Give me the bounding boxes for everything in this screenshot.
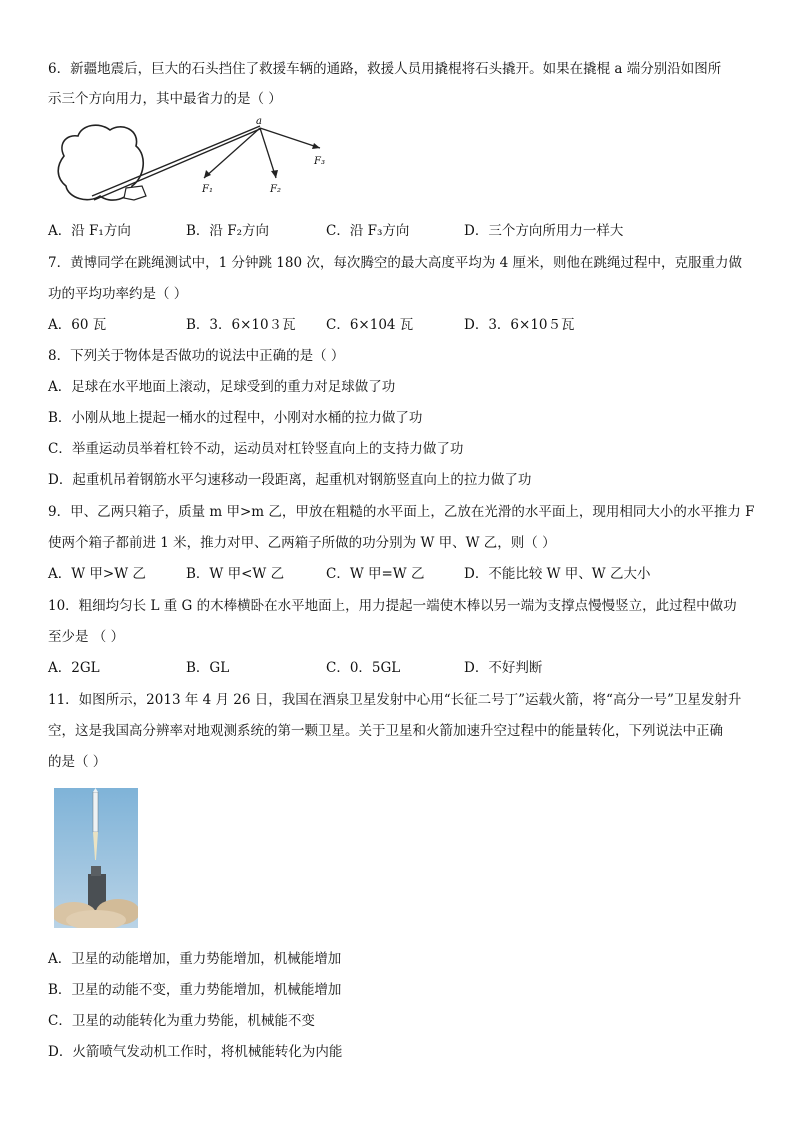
force-f2-line [260, 128, 276, 178]
q7-option-b[interactable]: B．3．6×10３瓦 [186, 317, 296, 333]
point-a-label: a [256, 116, 262, 127]
force-f1-line [204, 128, 260, 178]
q11-option-d[interactable]: D．火箭喷气发动机工作时，将机械能转化为内能 [48, 1044, 343, 1060]
q6-stem-line1: 6．新疆地震后，巨大的石头挡住了救援车辆的通路，救援人员用撬棍将石头撬开。如果在撬棍 a 端分别沿如图所 [48, 61, 722, 77]
f3-label: F₃ [314, 156, 325, 167]
q10-stem-line1: 10．粗细均匀长 L 重 G 的木棒横卧在水平地面上，用力提起一端使木棒以另一端为支撑点慢慢竖立，此过程中做功 [48, 598, 737, 614]
rocket-body [93, 792, 98, 832]
force-f2-arrowhead [271, 170, 278, 178]
q9-option-c[interactable]: C．W 甲=W 乙 [326, 566, 425, 582]
q9-option-a[interactable]: A．W 甲>W 乙 [48, 566, 146, 582]
launch-tower-top [91, 866, 101, 876]
f2-label: F₂ [270, 184, 281, 195]
q7-option-a[interactable]: A．60 瓦 [48, 317, 107, 333]
q6-stem-line2: 示三个方向用力，其中最省力的是（ ） [48, 91, 282, 107]
q10-option-d[interactable]: D．不好判断 [464, 660, 543, 676]
q9-option-b[interactable]: B．W 甲<W 乙 [186, 566, 285, 582]
q8-option-b[interactable]: B．小刚从地上提起一桶水的过程中，小刚对水桶的拉力做了功 [48, 410, 423, 426]
q8-stem: 8．下列关于物体是否做功的说法中正确的是（ ） [48, 348, 345, 364]
q7-option-d[interactable]: D．3．6×10５瓦 [464, 317, 575, 333]
q7-option-c[interactable]: C．6×104 瓦 [326, 317, 414, 333]
q11-stem-line3: 的是（ ） [48, 754, 107, 770]
q8-option-c[interactable]: C．举重运动员举着杠铃不动，运动员对杠铃竖直向上的支持力做了功 [48, 441, 464, 457]
q6-option-c[interactable]: C．沿 F₃方向 [326, 223, 410, 239]
q6-option-b[interactable]: B．沿 F₂方向 [186, 223, 269, 239]
q9-stem-line2: 使两个箱子都前进 1 米，推力对甲、乙两箱子所做的功分别为 W 甲、W 乙，则（ ） [48, 535, 556, 551]
q6-option-d[interactable]: D．三个方向所用力一样大 [464, 223, 624, 239]
q11-option-b[interactable]: B．卫星的动能不变，重力势能增加，机械能增加 [48, 982, 342, 998]
q11-stem-line2: 空，这是我国高分辨率对地观测系统的第一颗卫星。关于卫星和火箭加速升空过程中的能量转化，下列说法中正确 [48, 723, 723, 739]
q6-option-a[interactable]: A．沿 F₁方向 [48, 223, 131, 239]
q11-option-c[interactable]: C．卫星的动能转化为重力势能，机械能不变 [48, 1013, 315, 1029]
q8-option-a[interactable]: A．足球在水平地面上滚动，足球受到的重力对足球做了功 [48, 379, 396, 395]
q10-option-b[interactable]: B．GL [186, 660, 230, 676]
q9-stem-line1: 9．甲、乙两只箱子，质量 m 甲>m 乙，甲放在粗糙的水平面上，乙放在光滑的水平面上，现用相同大小的水平推力 F [48, 504, 755, 520]
q10-stem-line2: 至少是 （ ） [48, 629, 125, 645]
q11-stem-line1: 11．如图所示，2013 年 4 月 26 日，我国在酒泉卫星发射中心用“长征二号丁”运载火箭，将“高分一号”卫星发射升 [48, 692, 742, 708]
q11-option-a[interactable]: A．卫星的动能增加，重力势能增加，机械能增加 [48, 951, 342, 967]
q7-stem-line2: 功的平均功率约是（ ） [48, 286, 188, 302]
q8-option-d[interactable]: D．起重机吊着钢筋水平匀速移动一段距离，起重机对钢筋竖直向上的拉力做了功 [48, 472, 532, 488]
fulcrum-stone [124, 186, 146, 200]
force-f3-arrowhead [312, 143, 320, 149]
force-f1-arrowhead [204, 170, 211, 178]
f1-label: F₁ [202, 184, 213, 195]
lever-figure [52, 116, 342, 208]
q9-option-d[interactable]: D．不能比较 W 甲、W 乙大小 [464, 566, 651, 582]
q7-stem-line1: 7．黄博同学在跳绳测试中，1 分钟跳 180 次，每次腾空的最大高度平均为 4 厘米，则他在跳绳过程中，克服重力做 [48, 255, 742, 271]
q10-option-c[interactable]: C．0．5GL [326, 660, 401, 676]
q10-option-a[interactable]: A．2GL [48, 660, 100, 676]
rocket-launch-photo [54, 788, 138, 928]
force-f3-line [260, 128, 320, 148]
